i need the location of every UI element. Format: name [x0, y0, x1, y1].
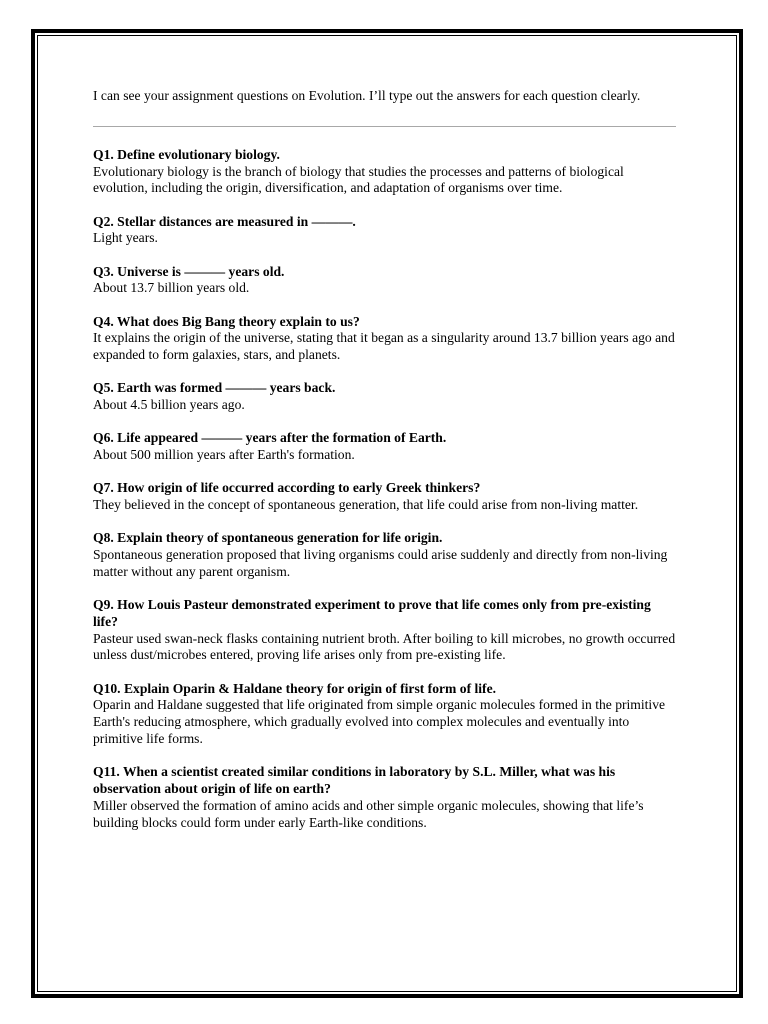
qa-item-1 — [93, 147, 678, 197]
qa-item-8 — [93, 530, 678, 580]
qa-item-7 — [93, 480, 678, 514]
question-4: Q4. What does Big Bang theory explain to us? — [93, 313, 360, 329]
answer-10: Oparin and Haldane suggested that life originated from simple organic molecules formed in the primitive Earth's reducing atmosphere, which gradually evolved into complex molecules and eventually into primitive life forms. — [93, 697, 666, 747]
intro-paragraph: I can see your assignment questions on Evolution. I’ll type out the answers for each question clearly. — [93, 88, 641, 103]
question-8: Q8. Explain theory of spontaneous generation for life origin. — [93, 530, 443, 546]
answer-4: It explains the origin of the universe, stating that it began as a singularity around 13.7 billion years ago and expanded to form galaxies, stars, and planets. — [93, 330, 675, 363]
question-7: Q7. How origin of life occurred according to early Greek thinkers? — [93, 480, 481, 496]
answer-11: Miller observed the formation of amino acids and other simple organic molecules, showing that life’s building blocks could form under early Earth-like conditions. — [93, 797, 644, 830]
qa-item-6 — [93, 430, 678, 464]
answer-5: About 4.5 billion years ago. — [93, 397, 245, 413]
answer-1: Evolutionary biology is the branch of biology that studies the processes and patterns of biological evolution, including the origin, diversification, and adaptation of organisms over time. — [93, 163, 624, 196]
question-3: Q3. Universe is ——— years old. — [93, 263, 285, 279]
answer-6: About 500 million years after Earth's formation. — [93, 447, 355, 463]
horizontal-divider — [93, 126, 676, 127]
question-11: Q11. When a scientist created similar conditions in laboratory by S.L. Miller, what was his observation about origin of life on earth? — [93, 764, 616, 797]
qa-item-9 — [93, 597, 678, 664]
question-10: Q10. Explain Oparin & Haldane theory for origin of first form of life. — [93, 680, 497, 696]
qa-item-10 — [93, 681, 678, 748]
question-9: Q9. How Louis Pasteur demonstrated experiment to prove that life comes only from pre-existing life? — [93, 597, 651, 629]
answer-2: Light years. — [93, 230, 158, 246]
qa-item-2 — [93, 214, 678, 248]
question-2: Q2. Stellar distances are measured in ———. — [93, 213, 356, 229]
question-5: Q5. Earth was formed ——— years back. — [93, 380, 336, 396]
question-1: Q1. Define evolutionary biology. — [93, 146, 280, 162]
qa-item-11 — [93, 764, 678, 831]
answer-8: Spontaneous generation proposed that living organisms could arise suddenly and directly from non-living matter without any parent organism. — [93, 547, 668, 579]
answer-9: Pasteur used swan-neck flasks containing nutrient broth. After boiling to kill microbes, no growth occurred unless dust/microbes entered, proving life arises only from pre-existing life. — [93, 630, 676, 663]
qa-item-5 — [93, 380, 678, 414]
qa-item-3 — [93, 264, 678, 298]
answer-7: They believed in the concept of spontaneous generation, that life could arise from non-living matter. — [93, 497, 639, 513]
question-6: Q6. Life appeared ——— years after the formation of Earth. — [93, 430, 447, 446]
document-content — [93, 88, 678, 848]
answer-3: About 13.7 billion years old. — [93, 280, 250, 296]
qa-item-4 — [93, 314, 678, 364]
